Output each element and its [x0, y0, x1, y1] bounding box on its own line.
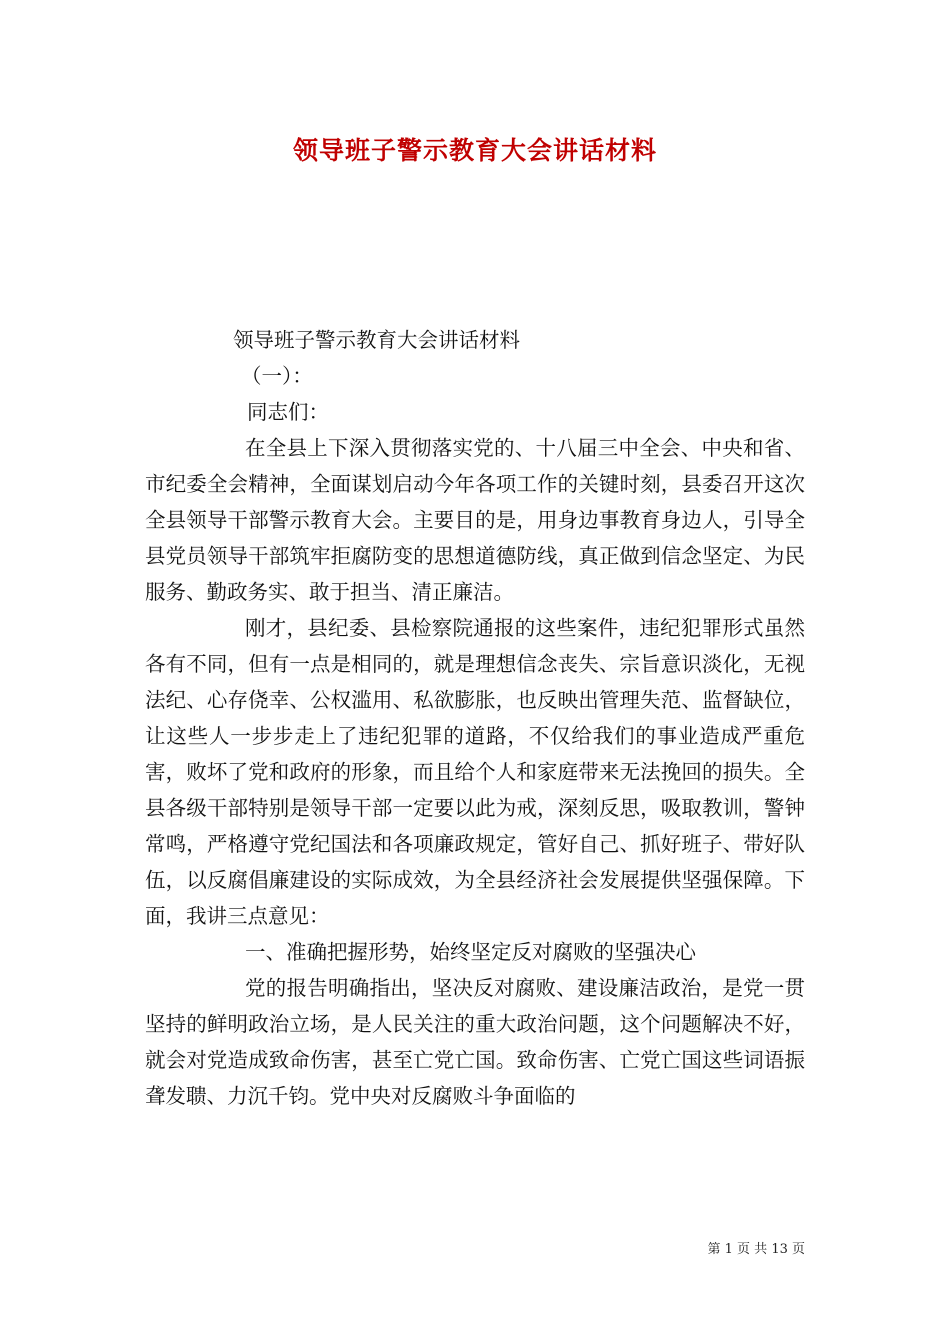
page-number: 第 1 页 共 13 页 [707, 1242, 805, 1257]
salutation: 同志们： [247, 400, 329, 424]
paragraph: 刚才，县纪委、县检察院通报的这些案件，违纪犯罪形式虽然各有不同，但有一点是相同的，就是理想信念丧失、宗旨意识淡化，无视法纪、心存侥幸、公权滥用、私欲膨胀，也反映出管理失范、监督缺位，让这些人一步步走上了违纪犯罪的道路，不仅给我们的事业造成严重危害，败坏了党和政府的形象，而且给个人和家庭带来无法挽回的损失。全县各级干部特别是领导干部一定要以此为戒，深刻反思，吸取教训，警钟常鸣，严格遵守党纪国法和各项廉政规定，管好自己、抓好班子、带好队伍，以反腐倡廉建设的实际成效，为全县经济社会发展提供坚强保障。下面，我讲三点意见： [145, 616, 805, 928]
document-body [145, 322, 805, 1114]
paragraph: 党的报告明确指出，坚决反对腐败、建设廉洁政治，是党一贯坚持的鲜明政治立场，是人民关注的重大政治问题，这个问题解决不好，就会对党造成致命伤害，甚至亡党亡国。致命伤害、亡党亡国这些词语振聋发聩、力沉千钧。党中央对反腐败斗争面临的 [145, 976, 805, 1108]
section-marker: （一）： [241, 364, 313, 388]
document-subtitle: 领导班子警示教育大会讲话材料 [233, 328, 520, 352]
paragraph: 在全县上下深入贯彻落实党的、十八届三中全会、中央和省、市纪委全会精神，全面谋划启动今年各项工作的关键时刻，县委召开这次全县领导干部警示教育大会。主要目的是，用身边事教育身边人，引导全县党员领导干部筑牢拒腐防变的思想道德防线，真正做到信念坚定、为民服务、勤政务实、敢于担当、清正廉洁。 [145, 436, 805, 604]
document-title: 领导班子警示教育大会讲话材料 [292, 136, 657, 165]
section-heading: 一、准确把握形势，始终坚定反对腐败的坚强决心 [245, 940, 696, 964]
